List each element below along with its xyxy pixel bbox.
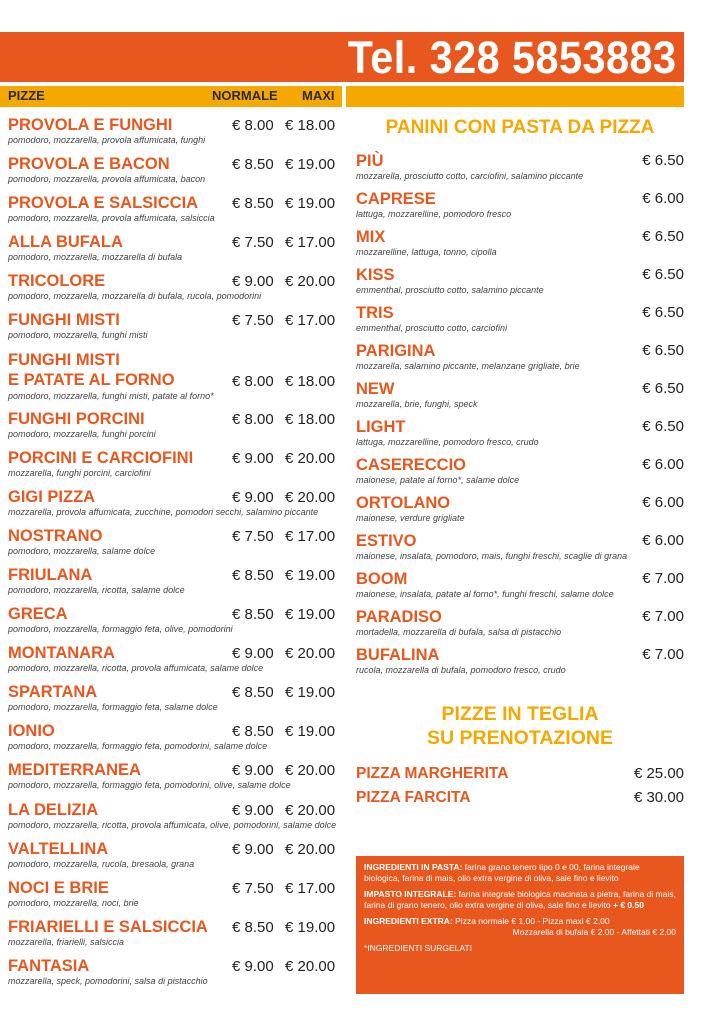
bar-divider [342, 86, 346, 107]
pizza-name-line1: VALTELLINA [8, 839, 109, 858]
teglia-item-name: PIZZA MARGHERITA [356, 765, 509, 782]
pizza-price-normale: € 8.50 [232, 918, 274, 936]
pizza-name-line1: PORCINI E CARCIOFINI [8, 448, 194, 467]
panino-item [356, 644, 684, 682]
pizza-item [8, 192, 338, 231]
panino-ingredients: maionese, insalata, patate al forno*, funghi freschi, salame dolce [356, 589, 614, 599]
pizza-price-normale: € 9.00 [232, 449, 274, 467]
panino-price: € 6.50 [642, 380, 684, 397]
panino-item [356, 302, 684, 340]
panino-ingredients: maionese, patate al forno*, salame dolce [356, 475, 520, 485]
pizza-name [8, 565, 92, 585]
impasto-info [364, 889, 676, 911]
pizza-price-maxi: € 20.00 [285, 273, 336, 291]
teglia-item-price: € 25.00 [633, 765, 684, 782]
pizza-item [8, 955, 338, 994]
pizza-item [8, 309, 338, 348]
pizza-name-line1: PROVOLA E BACON [8, 155, 170, 174]
pizza-price-normale: € 7.50 [232, 879, 274, 897]
panino-ingredients: maionese, insalata, pomodoro, mais, funghi freschi, scaglie di grana [356, 551, 628, 561]
pizza-item [8, 408, 338, 447]
pizza-ingredients: pomodoro, mozzarella, noci, brie [8, 897, 139, 908]
panino-price: € 6.00 [642, 494, 684, 511]
pizza-name-line1: GIGI PIZZA [8, 487, 96, 506]
pizza-price-maxi: € 20.00 [285, 449, 336, 467]
pizza-name [8, 917, 208, 937]
panino-price: € 6.50 [642, 266, 684, 283]
pizza-ingredients: pomodoro, mozzarella, ricotta, salame dolce [8, 584, 185, 595]
panino-item [356, 530, 684, 568]
impasto-price: + € 0.50 [610, 900, 644, 910]
panino-item [356, 454, 684, 492]
pizza-name-line1: FUNGHI PORCINI [8, 409, 145, 428]
pizze-header: PIZZE [8, 88, 45, 103]
pizza-price-maxi: € 19.00 [285, 195, 336, 213]
pizza-item [8, 916, 338, 955]
teglia-title-line1: PIZZE IN TEGLIA [441, 703, 599, 725]
pizza-ingredients: mozzarella, provola affumicata, zucchine, pomodori secchi, salamino piccante [8, 506, 319, 517]
panino-ingredients: lattuga, mozzarelline, pomodoro fresco [356, 209, 512, 219]
pizza-name-line1: IONIO [8, 722, 55, 741]
panino-item [356, 568, 684, 606]
pizza-ingredients: pomodoro, mozzarella, rucola, bresaola, grana [8, 858, 195, 869]
pizza-price-normale: € 8.00 [232, 117, 274, 134]
pizza-name [8, 115, 172, 135]
teglia-item [356, 765, 684, 789]
pizza-name-line1: NOSTRANO [8, 526, 103, 545]
panino-name: BUFALINA [356, 646, 440, 664]
extra-label: INGREDIENTI EXTRA: [364, 916, 453, 926]
panino-name: CAPRESE [356, 190, 436, 208]
pizza-name-line1: FANTASIA [8, 956, 90, 975]
pizza-name-line1: FUNGHI MISTI [8, 311, 120, 330]
pizza-price-normale: € 8.50 [232, 566, 274, 584]
pizza-ingredients: pomodoro, mozzarella, funghi porcini [8, 428, 156, 439]
pizza-ingredients: pomodoro, mozzarella, formaggio feta, pomodorini, salame dolce [8, 741, 268, 752]
pizza-ingredients: mozzarella, friarielli, salsiccia [8, 936, 125, 947]
pizza-item [8, 877, 338, 916]
pizza-ingredients: pomodoro, mozzarella, formaggio feta, pomodorini, olive, salame dolce [8, 780, 291, 791]
panino-item [356, 606, 684, 644]
pasta-label: INGREDIENTI IN PASTA: [364, 862, 463, 872]
panino-price: € 7.00 [642, 646, 684, 663]
pizza-item [8, 720, 338, 759]
panino-item [356, 264, 684, 302]
pizza-ingredients: pomodoro, mozzarella, formaggio feta, salame dolce [8, 702, 218, 713]
pizza-item [8, 799, 338, 838]
pizza-price-normale: € 9.00 [232, 801, 274, 819]
teglia-item-name: PIZZA FARCITA [356, 789, 471, 806]
pizza-name [8, 350, 175, 390]
panino-ingredients: emmenthal, prosciutto cotto, carciofini [356, 323, 508, 333]
pizza-name-line1: GRECA [8, 605, 68, 624]
normale-header: NORMALE [212, 88, 278, 103]
pizza-ingredients: pomodoro, mozzarella, provola affumicata, bacon [8, 174, 206, 185]
pizza-ingredients: pomodoro, mozzarella, mozzarella di bufala [8, 252, 183, 263]
pizza-name-line1: ALLA BUFALA [8, 233, 123, 252]
maxi-header: MAXI [302, 88, 335, 103]
column-header-bar [0, 86, 684, 107]
phone-number[interactable]: Tel. 328 5853883 [347, 31, 676, 83]
pizza-price-maxi: € 19.00 [285, 723, 336, 741]
panino-ingredients: mozzarella, brie, funghi, speck [356, 399, 478, 409]
pizza-price-maxi: € 19.00 [285, 566, 336, 584]
panino-ingredients: mozzarella, prosciutto cotto, carciofini, salamino piccante [356, 171, 584, 181]
panino-name: CASERECCIO [356, 456, 467, 474]
pizza-item [8, 681, 338, 720]
pizza-price-normale: € 7.50 [232, 312, 274, 330]
pizza-name [8, 682, 97, 702]
pizza-item [8, 642, 338, 681]
pizza-name [8, 193, 198, 213]
panino-name: ORTOLANO [356, 494, 451, 512]
pizza-price-normale: € 8.50 [232, 156, 274, 174]
pasta-info [364, 862, 676, 884]
pizza-price-normale: € 9.00 [232, 488, 274, 506]
pizza-name-line1: MEDITERRANEA [8, 761, 141, 780]
pizza-name [8, 526, 102, 546]
pizza-name-line1: FRIARIELLI E SALSICCIA [8, 917, 208, 936]
pizza-price-maxi: € 20.00 [285, 840, 336, 858]
pizza-item [8, 153, 338, 192]
pizza-item [8, 564, 338, 603]
pizza-price-normale: € 9.00 [232, 645, 274, 663]
panino-ingredients: mozzarella, salamino piccante, melanzane grigliate, brie [356, 361, 580, 371]
pizza-name [8, 154, 170, 174]
panino-name: MIX [356, 228, 386, 246]
pizza-price-maxi: € 20.00 [285, 488, 336, 506]
pizza-price-normale: € 8.00 [232, 410, 274, 428]
pizza-name-line1: LA DELIZIA [8, 800, 99, 819]
pizza-price-normale: € 9.00 [232, 273, 274, 291]
pizza-price-maxi: € 20.00 [285, 801, 336, 819]
pizza-item [8, 447, 338, 486]
pizza-price-maxi: € 19.00 [285, 156, 336, 174]
panino-ingredients: emmenthal, prosciutto cotto, salamino piccante [356, 285, 544, 295]
pasta-text: farina grano tenero tipo 0 e 00, farina integrale biologica, farina di mais, olio extra vergine di oliva, sale fino e lievito [364, 862, 640, 883]
panino-name: ESTIVO [356, 532, 417, 550]
panini-list [356, 150, 684, 682]
pizza-ingredients: pomodoro, mozzarella, ricotta, provola affumicata, salame dolce [8, 663, 264, 674]
pizza-price-normale: € 8.50 [232, 684, 274, 702]
pizza-name [8, 232, 123, 252]
pizza-price-maxi: € 17.00 [285, 527, 336, 545]
pizza-list [8, 114, 338, 994]
pizza-name [8, 956, 89, 976]
panino-name: TRIS [356, 304, 394, 322]
panino-price: € 6.00 [642, 190, 684, 207]
pizza-price-maxi: € 19.00 [285, 606, 336, 624]
pizza-name [8, 839, 108, 859]
pizza-ingredients: pomodoro, mozzarella, funghi misti [8, 330, 148, 341]
panino-price: € 6.50 [642, 342, 684, 359]
pizza-price-maxi: € 20.00 [285, 957, 336, 975]
pizza-item [8, 486, 338, 525]
panino-item [356, 150, 684, 188]
pizza-name-line1: FRIULANA [8, 565, 93, 584]
pizza-name-line1: PROVOLA E SALSICCIA [8, 194, 199, 213]
pizza-name [8, 878, 109, 898]
pizza-name-line1: MONTANARA [8, 644, 115, 663]
pizza-price-normale: € 9.00 [232, 957, 274, 975]
panino-price: € 7.00 [642, 570, 684, 587]
panino-name: PARIGINA [356, 342, 436, 360]
impasto-text: farina integrale biologica macinata a pietra, farina di mais, farina di grano tenero, olio extra vergine di oliva, sale fino e lievito [364, 889, 676, 910]
pizza-name [8, 604, 68, 624]
pizza-price-normale: € 8.50 [232, 195, 274, 213]
panino-name: BOOM [356, 570, 408, 588]
extra-info [364, 916, 676, 938]
panino-item [356, 378, 684, 416]
teglia-list [356, 765, 684, 813]
teglia-item-price: € 30.00 [633, 789, 684, 806]
panino-name: PARADISO [356, 608, 442, 626]
extra-line1: Pizza normale € 1.00 - Pizza maxi € 2.00 [452, 916, 610, 926]
panino-item [356, 340, 684, 378]
panino-price: € 6.50 [642, 304, 684, 321]
pizza-name-line1: PROVOLA E FUNGHI [8, 116, 173, 134]
panino-item [356, 226, 684, 264]
panino-ingredients: mozzarelline, lattuga, tonno, cipolla [356, 247, 497, 257]
pizza-name-line1: FUNGHI MISTI [8, 350, 120, 369]
teglia-title-line2: SU PRENOTAZIONE [427, 727, 613, 749]
pizza-item [8, 525, 338, 564]
panino-price: € 6.50 [642, 228, 684, 245]
extra-line2: Mozzarella di bufala € 2.00 - Affettati € 2.00 [512, 927, 676, 937]
panino-price: € 6.00 [642, 532, 684, 549]
pizza-price-maxi: € 17.00 [285, 879, 336, 897]
pizza-item [8, 270, 338, 309]
pizza-ingredients: mozzarella, speck, pomodorini, salsa di pistacchio [8, 975, 208, 986]
pizza-price-maxi: € 19.00 [285, 684, 336, 702]
pizza-name [8, 310, 120, 330]
panino-price: € 6.50 [642, 152, 684, 169]
panino-item [356, 416, 684, 454]
panino-item [356, 492, 684, 530]
panino-price: € 6.00 [642, 456, 684, 473]
pizza-name-line1: NOCI E BRIE [8, 878, 109, 897]
pizza-name [8, 721, 55, 741]
pizza-ingredients: pomodoro, mozzarella, formaggio feta, olive, pomodorini [8, 624, 233, 635]
panino-price: € 6.50 [642, 418, 684, 435]
pizza-price-normale: € 7.50 [232, 527, 274, 545]
pizza-item [8, 231, 338, 270]
pizza-name [8, 448, 193, 468]
pizza-price-normale: € 8.00 [232, 372, 274, 390]
pizza-price-normale: € 8.50 [232, 723, 274, 741]
pizza-ingredients: pomodoro, mozzarella, funghi misti, patate al forno* [8, 390, 214, 401]
surgelati-note: *INGREDIENTI SURGELATI [364, 943, 472, 953]
teglia-item [356, 789, 684, 813]
pizza-name [8, 487, 95, 507]
pizza-name-line1: TRICOLORE [8, 272, 106, 291]
panino-ingredients: maionese, verdure grigliate [356, 513, 465, 523]
pizza-price-normale: € 7.50 [232, 234, 274, 252]
pizza-price-maxi: € 18.00 [285, 410, 336, 428]
panino-name: LIGHT [356, 418, 406, 436]
pizza-ingredients: pomodoro, mozzarella, provola affumicata, funghi [8, 135, 206, 145]
ingredients-info-box [356, 856, 684, 994]
pizza-price-maxi: € 18.00 [285, 372, 336, 390]
panini-title: PANINI CON PASTA DA PIZZA [385, 117, 655, 138]
pizza-price-normale: € 8.50 [232, 606, 274, 624]
pizza-price-maxi: € 18.00 [285, 117, 336, 134]
pizza-price-normale: € 9.00 [232, 840, 274, 858]
pizza-item [8, 603, 338, 642]
pizza-name-line2: E PATATE AL FORNO [8, 370, 175, 389]
pizza-price-maxi: € 17.00 [285, 234, 336, 252]
pizza-item [8, 759, 338, 798]
pizza-ingredients: pomodoro, mozzarella, mozzarella di bufala, rucola, pomodorini [8, 291, 262, 302]
pizza-price-maxi: € 20.00 [285, 645, 336, 663]
panino-price: € 7.00 [642, 608, 684, 625]
pizza-price-normale: € 9.00 [232, 762, 274, 780]
teglia-title [356, 702, 684, 750]
pizza-item [8, 114, 338, 153]
pizza-ingredients: pomodoro, mozzarella, ricotta, provola affumicata, olive, pomodorini, salame dolce [8, 819, 337, 830]
panino-name: PIÙ [356, 152, 384, 170]
pizza-item [8, 838, 338, 877]
pizza-ingredients: pomodoro, mozzarella, provola affumicata, salsiccia [8, 213, 215, 224]
impasto-label: IMPASTO INTEGRALE: [364, 889, 457, 899]
pizza-price-maxi: € 20.00 [285, 762, 336, 780]
pizza-price-maxi: € 17.00 [285, 312, 336, 330]
pizza-name [8, 760, 141, 780]
panino-item [356, 188, 684, 226]
panino-name: NEW [356, 380, 395, 398]
pizza-item [8, 349, 338, 408]
phone-banner [0, 32, 684, 82]
pizza-ingredients: pomodoro, mozzarella, salame dolce [8, 545, 156, 556]
pizza-name [8, 409, 145, 429]
pizza-name [8, 643, 115, 663]
pizza-name [8, 800, 98, 820]
panino-ingredients: mortadella, mozzarella di bufala, salsa di pistacchio [356, 627, 562, 637]
pizza-name-line1: SPARTANA [8, 683, 98, 702]
panino-name: KISS [356, 266, 395, 284]
pizza-name [8, 271, 105, 291]
pizza-price-maxi: € 19.00 [285, 918, 336, 936]
panino-ingredients: lattuga, mozzarelline, pomodoro fresco, crudo [356, 437, 539, 447]
pizza-ingredients: mozzarella, funghi porcini, carciofini [8, 467, 151, 478]
panino-ingredients: rucola, mozzarella di bufala, pomodoro fresco, crudo [356, 665, 566, 675]
